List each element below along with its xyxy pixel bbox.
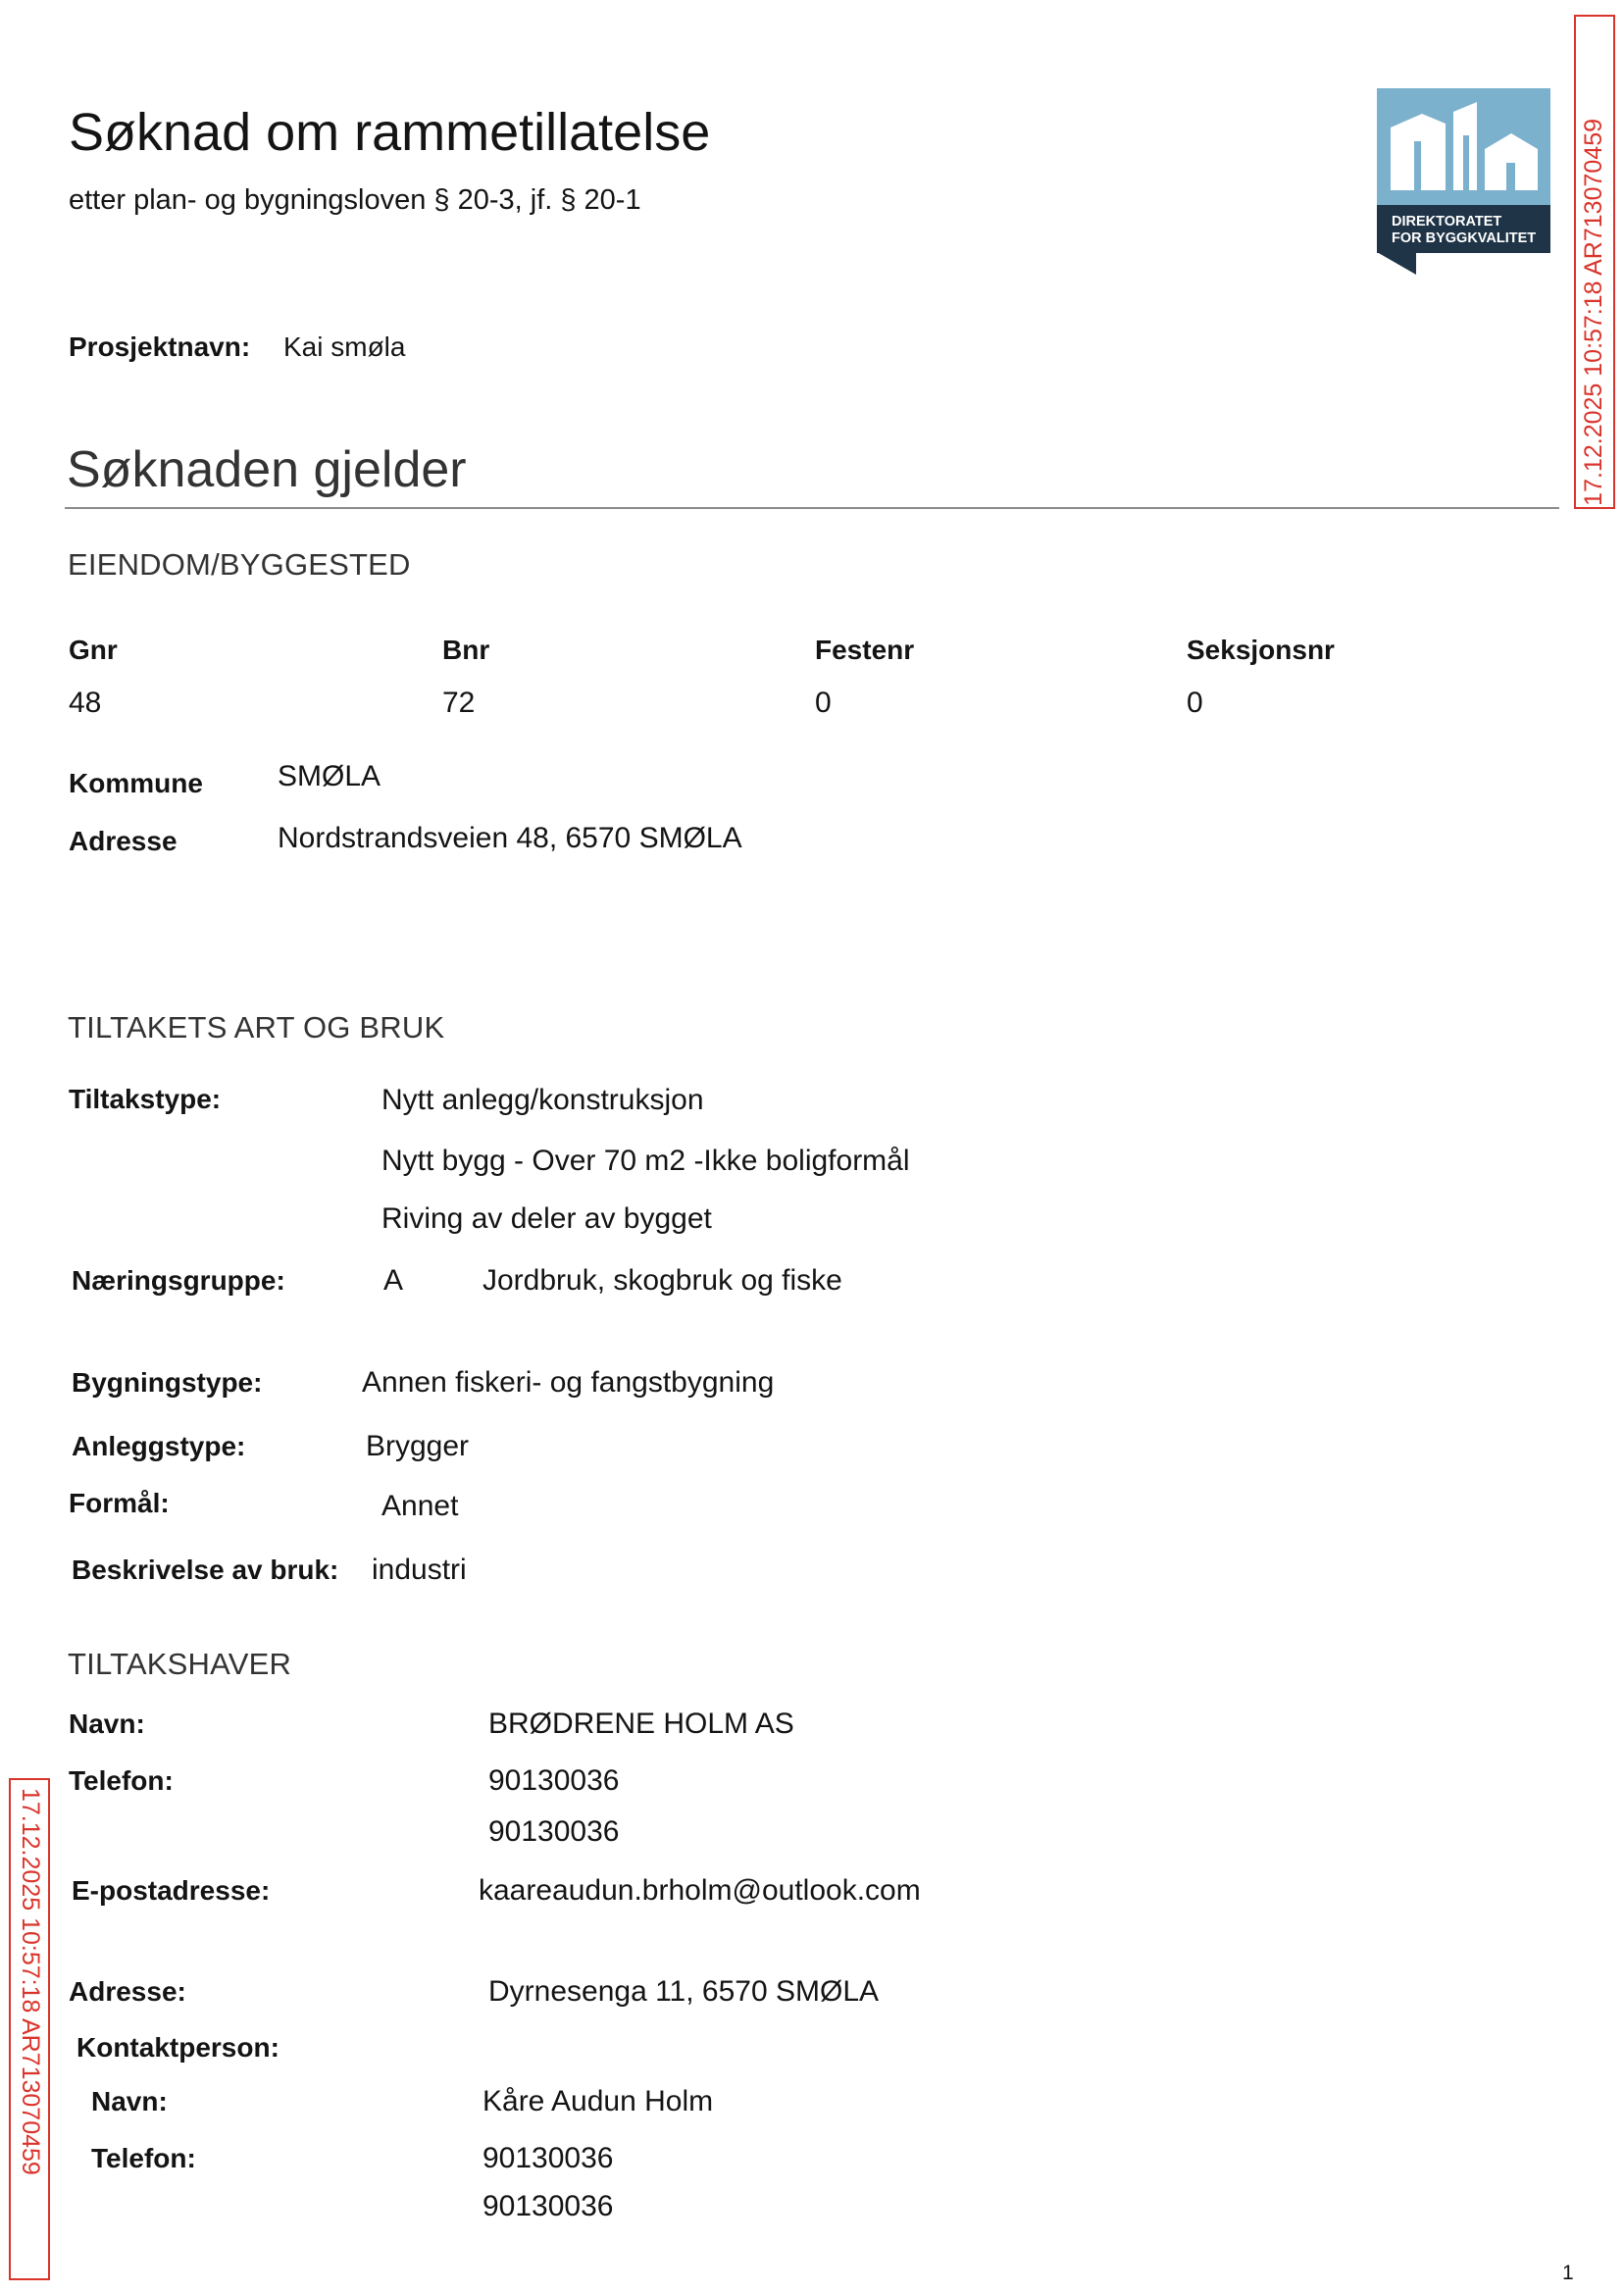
contact-phone-value: 90130036 [482, 2142, 614, 2174]
usage-description-label: Beskrivelse av bruk: [72, 1555, 339, 1585]
building-type-value: Annen fiskeri- og fangstbygning [362, 1366, 775, 1399]
applicant-address-value: Dyrnesenga 11, 6570 SMØLA [488, 1975, 880, 2008]
property-address-label: Adresse [69, 826, 178, 856]
applicant-email-value: kaareaudun.brholm@outlook.com [479, 1874, 921, 1907]
project-name-value: Kai smøla [283, 331, 406, 362]
municipality-label: Kommune [69, 768, 203, 798]
purpose-value: Annet [381, 1490, 459, 1522]
applicant-address-label: Adresse: [69, 1976, 186, 2007]
contact-name-value: Kåre Audun Holm [482, 2085, 714, 2117]
contact-phone-label: Telefon: [91, 2143, 196, 2173]
dibk-logo [1377, 88, 1550, 275]
applicant-email-label: E-postadresse: [72, 1875, 271, 1906]
stamp-text: 17.12.2025 10:57:18 AR713070459 [1580, 119, 1607, 506]
page-number: 1 [1562, 2262, 1574, 2284]
timestamp-stamp-top-right [1574, 15, 1615, 509]
section-title: Søknaden gjelder [67, 441, 467, 498]
timestamp-stamp-bottom-left [9, 1778, 50, 2280]
measure-type-value: Nytt anlegg/konstruksjon [381, 1084, 704, 1116]
bnr-label: Bnr [442, 635, 490, 665]
project-name-label: Prosjektnavn: [69, 331, 251, 362]
festenr-value: 0 [815, 687, 832, 719]
logo-text-line1: DIREKTORATET [1392, 214, 1502, 229]
applicant-phone-label: Telefon: [69, 1765, 174, 1796]
stamp-text: 17.12.2025 10:57:18 AR713070459 [17, 1788, 44, 2175]
applicant-phone-value: 90130036 [488, 1764, 620, 1797]
applicant-name-value: BRØDRENE HOLM AS [488, 1708, 794, 1740]
seksjonsnr-value: 0 [1187, 687, 1203, 719]
measure-type-value: Riving av deler av bygget [381, 1202, 712, 1235]
measure-type-label: Tiltakstype: [69, 1084, 222, 1114]
applicant-name-label: Navn: [69, 1708, 145, 1739]
property-address-value: Nordstrandsveien 48, 6570 SMØLA [278, 822, 742, 854]
building-type-label: Bygningstype: [72, 1367, 263, 1398]
gnr-label: Gnr [69, 635, 118, 665]
applicant-heading: TILTAKSHAVER [68, 1647, 292, 1681]
industry-group-code: A [383, 1264, 404, 1297]
measure-type-value: Nytt bygg - Over 70 m2 -Ikke boligformål [381, 1145, 910, 1177]
contact-name-label: Navn: [91, 2086, 168, 2116]
document-title: Søknad om rammetillatelse [69, 103, 711, 162]
logo-text-line2: FOR BYGGKVALITET [1392, 230, 1537, 246]
festenr-label: Festenr [815, 635, 915, 665]
contact-phone-value: 90130036 [482, 2190, 614, 2222]
applicant-phone-value: 90130036 [488, 1815, 620, 1848]
contact-person-label: Kontaktperson: [76, 2032, 279, 2063]
facility-type-value: Brygger [366, 1430, 470, 1462]
section-divider [65, 507, 1559, 509]
municipality-value: SMØLA [278, 760, 381, 792]
document-subtitle: etter plan- og bygningsloven § 20-3, jf. § 20-1 [69, 184, 641, 216]
logo-pennant [1377, 252, 1416, 275]
industry-group-name: Jordbruk, skogbruk og fiske [482, 1264, 842, 1297]
property-heading: EIENDOM/BYGGESTED [68, 547, 411, 582]
purpose-label: Formål: [69, 1488, 170, 1518]
facility-type-label: Anleggstype: [72, 1431, 246, 1461]
seksjonsnr-label: Seksjonsnr [1187, 635, 1335, 665]
industry-group-label: Næringsgruppe: [72, 1265, 285, 1296]
measure-heading: TILTAKETS ART OG BRUK [68, 1010, 445, 1045]
usage-description-value: industri [372, 1554, 467, 1586]
gnr-value: 48 [69, 687, 102, 719]
bnr-value: 72 [442, 687, 476, 719]
